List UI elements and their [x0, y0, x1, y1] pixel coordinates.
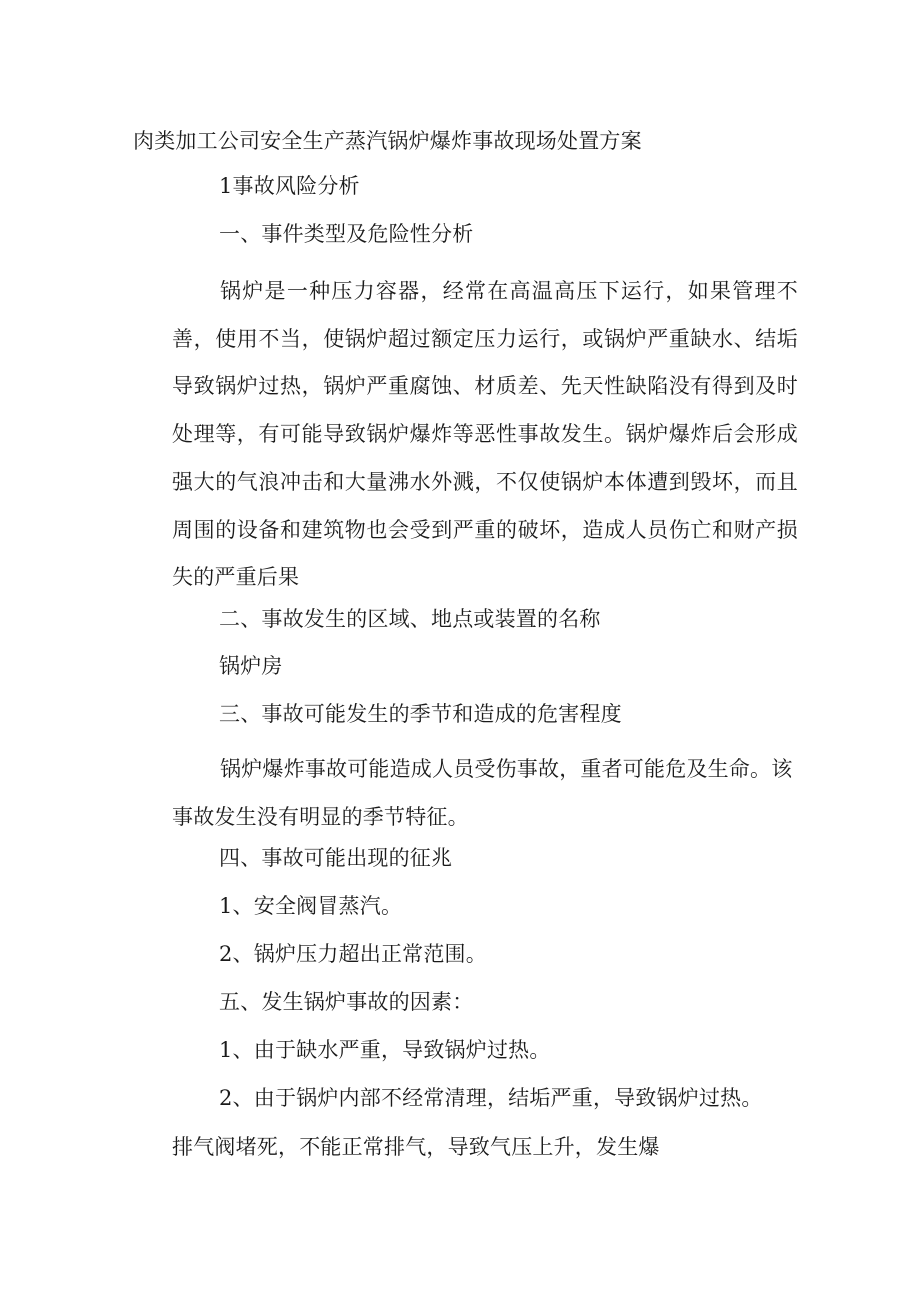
- subsection-heading-location: 二、事故发生的区域、地点或装置的名称: [219, 607, 601, 631]
- paragraph-harm-description: 锅炉爆炸事故可能造成人员受伤事故，重者可能危及生命。该事故发生没有明显的季节特征。: [172, 757, 793, 829]
- list-item-sign-1: 1、安全阀冒蒸汽。: [219, 894, 403, 918]
- list-item-sign-2: 2、锅炉压力超出正常范围。: [219, 942, 487, 966]
- subsection-heading-factors: 五、发生锅炉事故的因素：: [219, 990, 474, 1014]
- location-text: 锅炉房: [219, 654, 283, 678]
- paragraph-hazard-description: 锅炉是一种压力容器，经常在高温高压下运行，如果管理不善，使用不当，使锅炉超过额定压力运行，或锅炉严重缺水、结垢导致锅炉过热，锅炉严重腐蚀、材质差、先天性缺陷没有得到及时处理等，有可能导致锅炉爆炸等恶性事故发生。锅炉爆炸后会形成强大的气浪冲击和大量沸水外溅，不仅使锅炉本体遭到毁坏，而且周围的设备和建筑物也会受到严重的破坏，造成人员伤亡和财产损失的严重后果: [172, 279, 798, 590]
- document-title: 肉类加工公司安全生产蒸汽锅炉爆炸事故现场处置方案: [133, 129, 642, 153]
- section-heading-risk-analysis: 1事故风险分析: [219, 174, 360, 198]
- list-item-factor-3-fragment: 排气阀堵死，不能正常排气，导致气压上升，发生爆: [172, 1135, 660, 1159]
- subsection-heading-event-type: 一、事件类型及危险性分析: [219, 222, 474, 246]
- list-item-factor-1: 1、由于缺水严重，导致锅炉过热。: [219, 1038, 551, 1062]
- list-item-factor-2: 2、由于锅炉内部不经常清理，结垢严重，导致锅炉过热。: [219, 1086, 763, 1110]
- subsection-heading-season-harm: 三、事故可能发生的季节和造成的危害程度: [219, 702, 622, 726]
- subsection-heading-signs: 四、事故可能出现的征兆: [219, 846, 453, 870]
